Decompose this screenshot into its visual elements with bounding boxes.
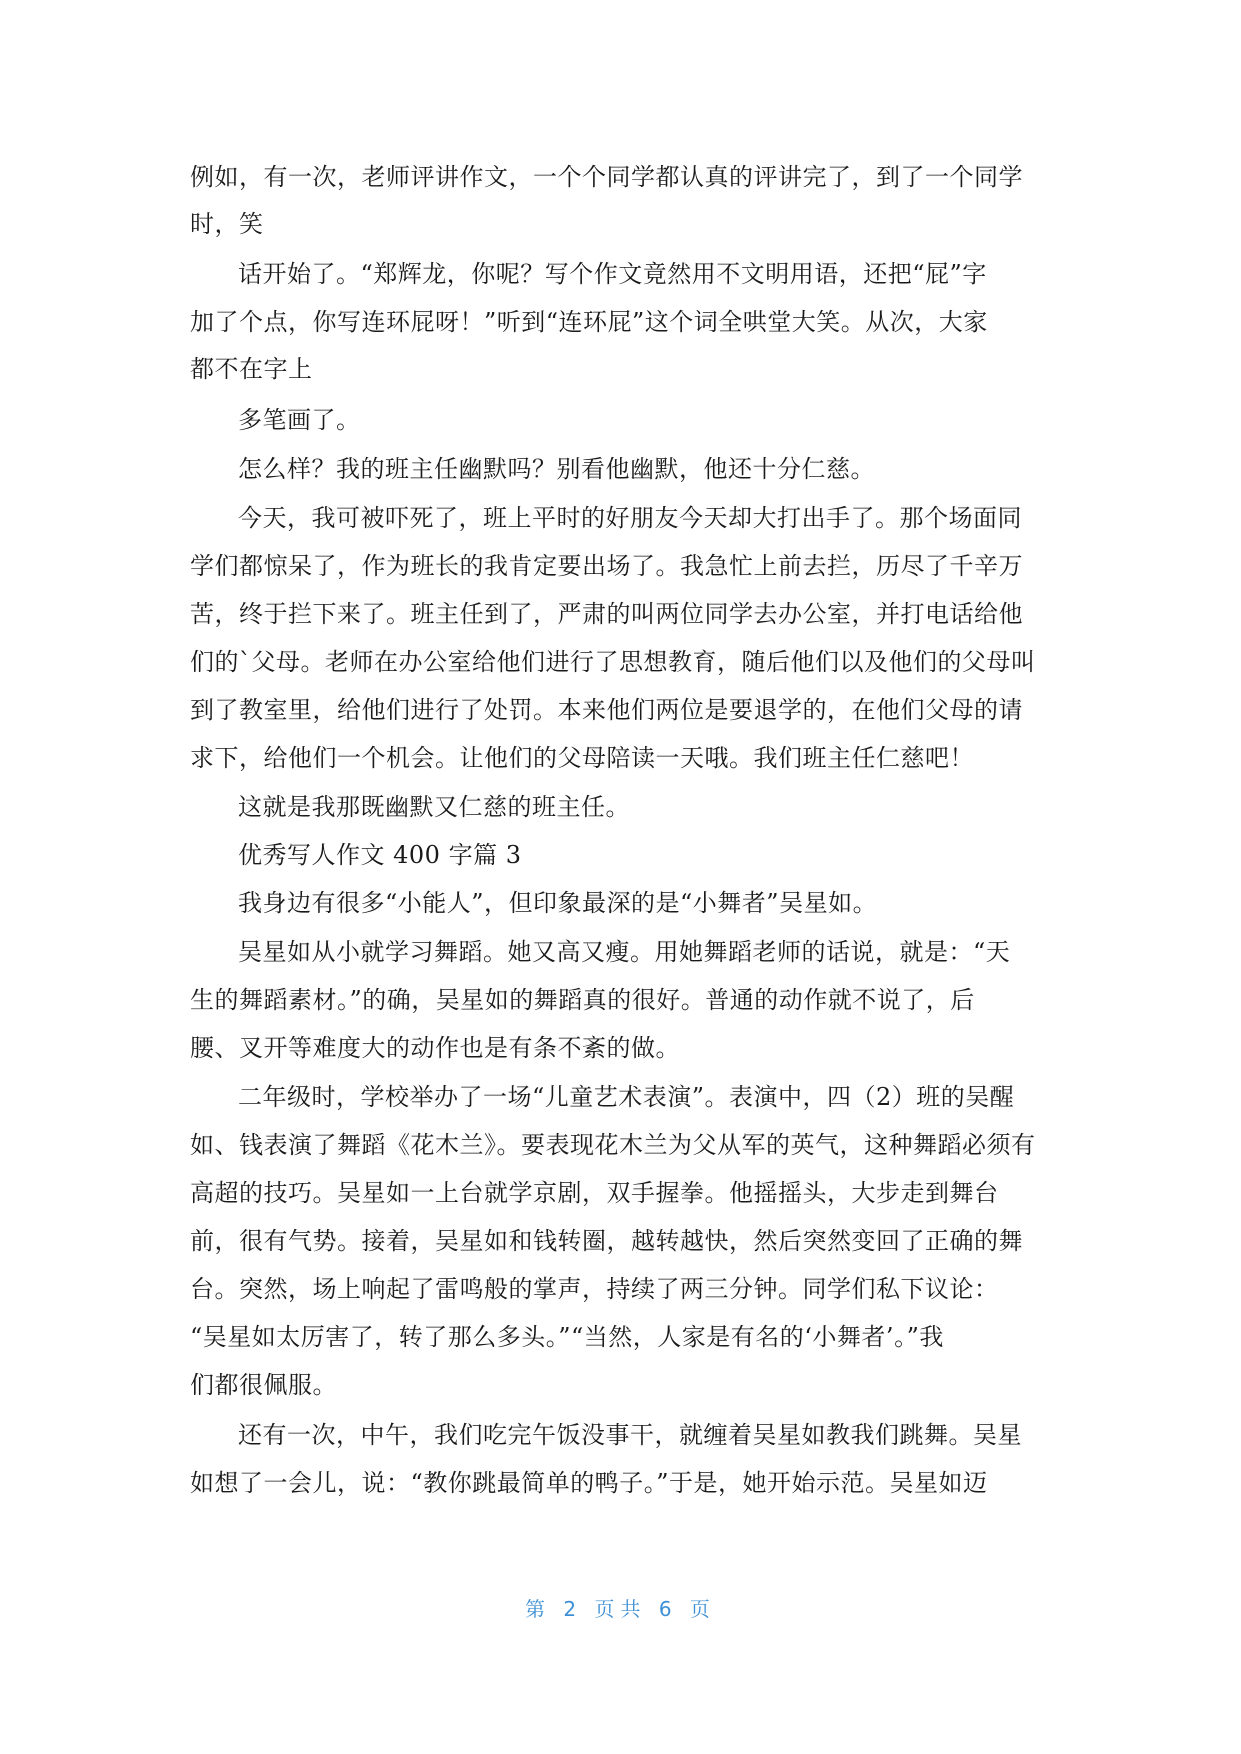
text-line: 们都很佩服。 (190, 1371, 337, 1399)
text-line: 多笔画了。 (238, 406, 361, 434)
page-number-footer: 第 2 页共 6 页 (525, 1597, 716, 1621)
text-line: 吴星如从小就学习舞蹈。她又高又瘦。用她舞蹈老师的话说，就是：“天 (238, 938, 1011, 966)
text-line: 腰、叉开等难度大的动作也是有条不紊的做。 (190, 1034, 680, 1062)
text-line: “吴星如太厉害了，转了那么多头。”“当然，人家是有名的‘小舞者’。”我 (190, 1323, 944, 1351)
text-line: 如想了一会儿，说：“教你跳最简单的鸭子。”于是，她开始示范。吴星如迈 (190, 1469, 988, 1497)
text-line: 求下，给他们一个机会。让他们的父母陪读一天哦。我们班主任仁慈吧！ (190, 744, 974, 772)
text-line: 前，很有气势。接着，吴星如和钱转圈，越转越快，然后突然变回了正确的舞 (190, 1227, 1023, 1255)
text-line: 台。突然，场上响起了雷鸣般的掌声，持续了两三分钟。同学们私下议论： (190, 1275, 999, 1303)
text-line: 生的舞蹈素材。”的确，吴星如的舞蹈真的很好。普通的动作就不说了，后 (190, 986, 975, 1014)
text-line: 还有一次，中午，我们吃完午饭没事干，就缠着吴星如教我们跳舞。吴星 (238, 1421, 1022, 1449)
text-line: 学们都惊呆了，作为班长的我肯定要出场了。我急忙上前去拦，历尽了千辛万 (190, 552, 1023, 580)
text-line: 高超的技巧。吴星如一上台就学京剧，双手握拳。他摇摇头，大步走到舞台 (190, 1179, 999, 1207)
text-line: 这就是我那既幽默又仁慈的班主任。 (238, 793, 630, 821)
text-line: 们的`父母。老师在办公室给他们进行了思想教育，随后他们以及他们的父母叫 (190, 648, 1036, 676)
text-line: 例如，有一次，老师评讲作文，一个个同学都认真的评讲完了，到了一个同学 (190, 163, 1023, 191)
text-line: 今天，我可被吓死了，班上平时的好朋友今天却大打出手了。那个场面同 (238, 504, 1022, 532)
text-line: 苦，终于拦下来了。班主任到了，严肃的叫两位同学去办公室，并打电话给他 (190, 600, 1023, 628)
text-line: 话开始了。“郑辉龙，你呢？写个作文竟然用不文明用语，还把“屁”字 (238, 260, 987, 288)
text-line: 到了教室里，给他们进行了处罚。本来他们两位是要退学的，在他们父母的请 (190, 696, 1023, 724)
text-line: 如、钱表演了舞蹈《花木兰》。要表现花木兰为父从军的英气，这种舞蹈必须有 (190, 1131, 1036, 1159)
text-line: 加了个点，你写连环屁呀！”听到“连环屁”这个词全哄堂大笑。从次，大家 (190, 308, 988, 336)
text-line: 时，笑 (190, 210, 264, 238)
text-line: 我身边有很多“小能人”，但印象最深的是“小舞者”吴星如。 (238, 889, 878, 917)
text-line: 都不在字上 (190, 355, 313, 383)
text-line: 二年级时，学校举办了一场“儿童艺术表演”。表演中，四（2）班的吴醒 (238, 1083, 1015, 1111)
text-line: 怎么样？我的班主任幽默吗？别看他幽默，他还十分仁慈。 (238, 455, 875, 483)
section-heading: 优秀写人作文 400 字篇 3 (238, 841, 522, 869)
